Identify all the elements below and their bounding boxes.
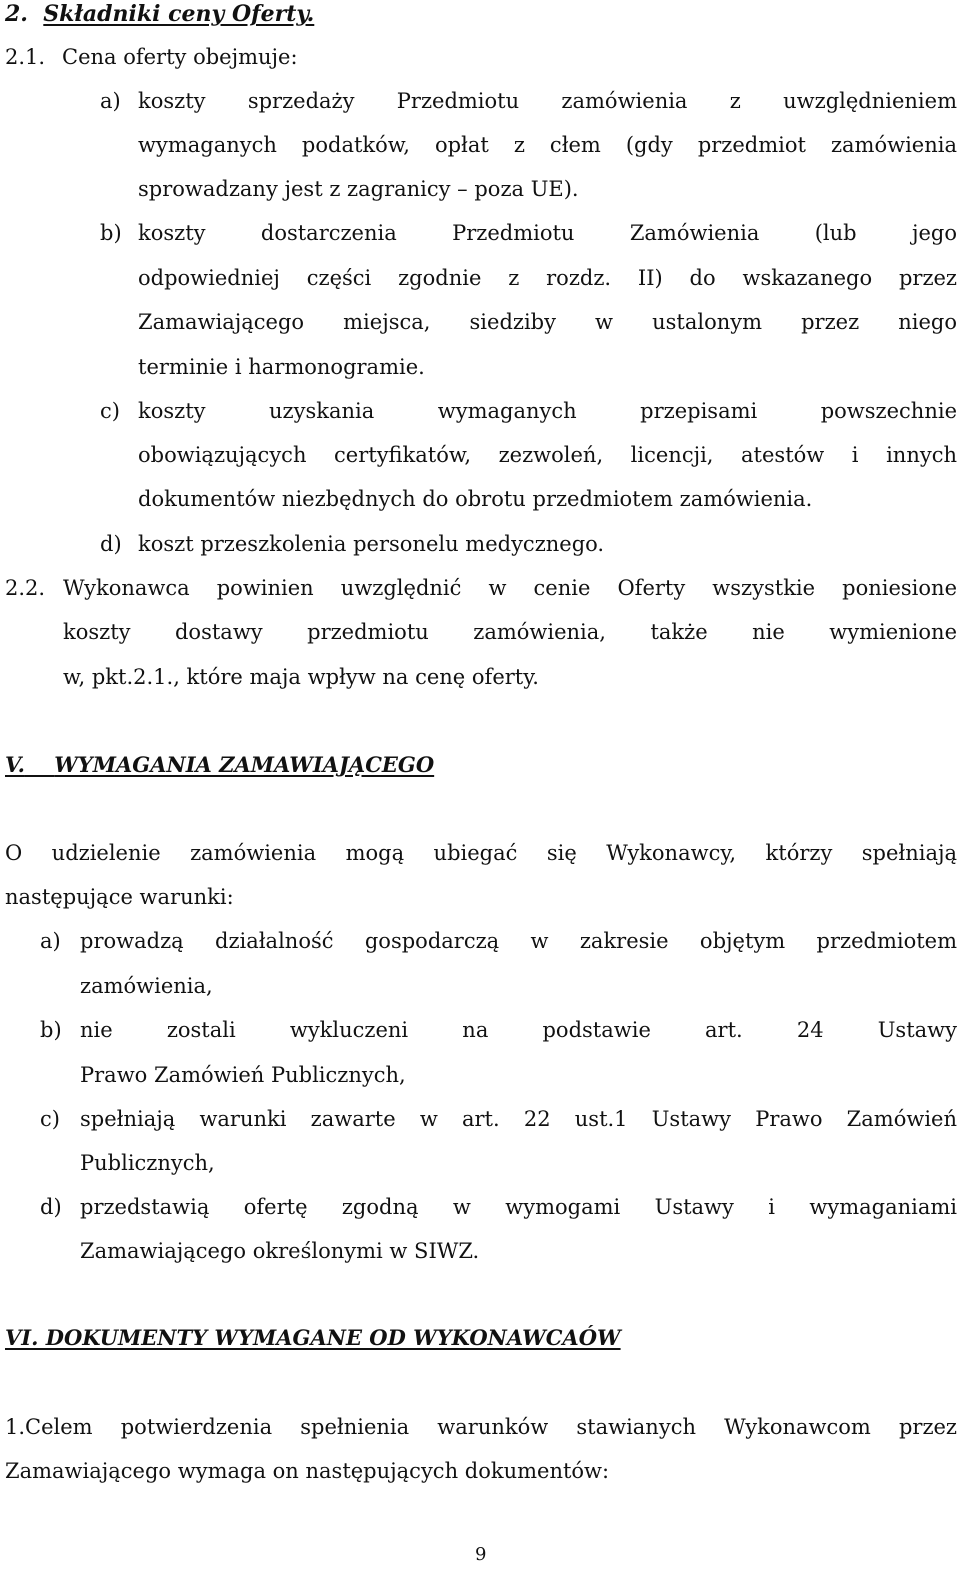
list-line: Zamawiającego określonymi w SIWZ. bbox=[80, 1239, 480, 1263]
list-marker: d) bbox=[100, 532, 122, 556]
section-number: 2. bbox=[5, 1, 28, 27]
section-title: Składniki ceny Oferty. bbox=[43, 1, 315, 27]
paragraph-line: następujące warunki: bbox=[5, 885, 234, 909]
section-title: WYMAGANIA ZAMAWIAJĄCEGO bbox=[54, 752, 435, 777]
paragraph-line: O udzielenie zamówienia mogą ubiegać się Wykonawcy, którzy spełniają bbox=[5, 841, 957, 865]
list-line: koszty sprzedaży Przedmiotu zamówienia z uwzględnieniem bbox=[138, 89, 957, 113]
list-marker: c) bbox=[40, 1107, 60, 1131]
list-marker: a) bbox=[40, 929, 61, 953]
list-line: koszty dostarczenia Przedmiotu Zamówienia (lub jego bbox=[138, 221, 957, 245]
section-number: V. bbox=[5, 752, 25, 777]
paragraph-line: Wykonawca powinien uwzględnić w cenie Oferty wszystkie poniesione bbox=[63, 576, 957, 600]
paragraph-text: Cena oferty obejmuje: bbox=[62, 45, 298, 69]
paragraph-line: 1.Celem potwierdzenia spełnienia warunków stawianych Wykonawcom przez bbox=[5, 1415, 957, 1439]
paragraph-line: w, pkt.2.1., które maja wpływ na cenę oferty. bbox=[63, 665, 539, 689]
paragraph-line: Zamawiającego wymaga on następujących dokumentów: bbox=[5, 1459, 610, 1483]
section-2-heading bbox=[5, 0, 314, 31]
paragraph-marker: 2.1. bbox=[5, 45, 46, 69]
list-line: prowadzą działalność gospodarczą w zakresie objętym przedmiotem bbox=[80, 929, 957, 953]
page-number: 9 bbox=[475, 1544, 487, 1565]
list-line: Zamawiającego miejsca, siedziby w ustalonym przez niego bbox=[138, 310, 957, 334]
list-line: koszt przeszkolenia personelu medycznego. bbox=[138, 532, 605, 556]
list-marker: a) bbox=[100, 89, 121, 113]
section-6-heading: VI. DOKUMENTY WYMAGANE OD WYKONAWCAÓW bbox=[5, 1325, 621, 1350]
list-marker: b) bbox=[100, 221, 122, 245]
list-line: Publicznych, bbox=[80, 1151, 215, 1175]
list-line: zamówienia, bbox=[80, 974, 213, 998]
list-line: koszty uzyskania wymaganych przepisami powszechnie bbox=[138, 399, 957, 423]
list-line: sprowadzany jest z zagranicy – poza UE). bbox=[138, 177, 579, 201]
paragraph-marker: 2.2. bbox=[5, 576, 46, 600]
list-line: Prawo Zamówień Publicznych, bbox=[80, 1063, 406, 1087]
list-line: spełniają warunki zawarte w art. 22 ust.1 Ustawy Prawo Zamówień bbox=[80, 1107, 957, 1131]
list-line: przedstawią ofertę zgodną w wymogami Ustawy i wymaganiami bbox=[80, 1195, 957, 1219]
section-5-heading bbox=[5, 748, 434, 782]
list-line: nie zostali wykluczeni na podstawie art. 24 Ustawy bbox=[80, 1018, 957, 1042]
list-line: odpowiedniej części zgodnie z rozdz. II) do wskazanego przez bbox=[138, 266, 957, 290]
list-line: obowiązujących certyfikatów, zezwoleń, licencji, atestów i innych bbox=[138, 443, 957, 467]
paragraph-line: koszty dostawy przedmiotu zamówienia, także nie wymienione bbox=[63, 620, 957, 644]
list-marker: c) bbox=[100, 399, 120, 423]
list-line: dokumentów niezbędnych do obrotu przedmiotem zamówienia. bbox=[138, 487, 813, 511]
list-marker: b) bbox=[40, 1018, 62, 1042]
list-line: terminie i harmonogramie. bbox=[138, 355, 425, 379]
list-line: wymaganych podatków, opłat z cłem (gdy przedmiot zamówienia bbox=[138, 133, 957, 157]
list-marker: d) bbox=[40, 1195, 62, 1219]
